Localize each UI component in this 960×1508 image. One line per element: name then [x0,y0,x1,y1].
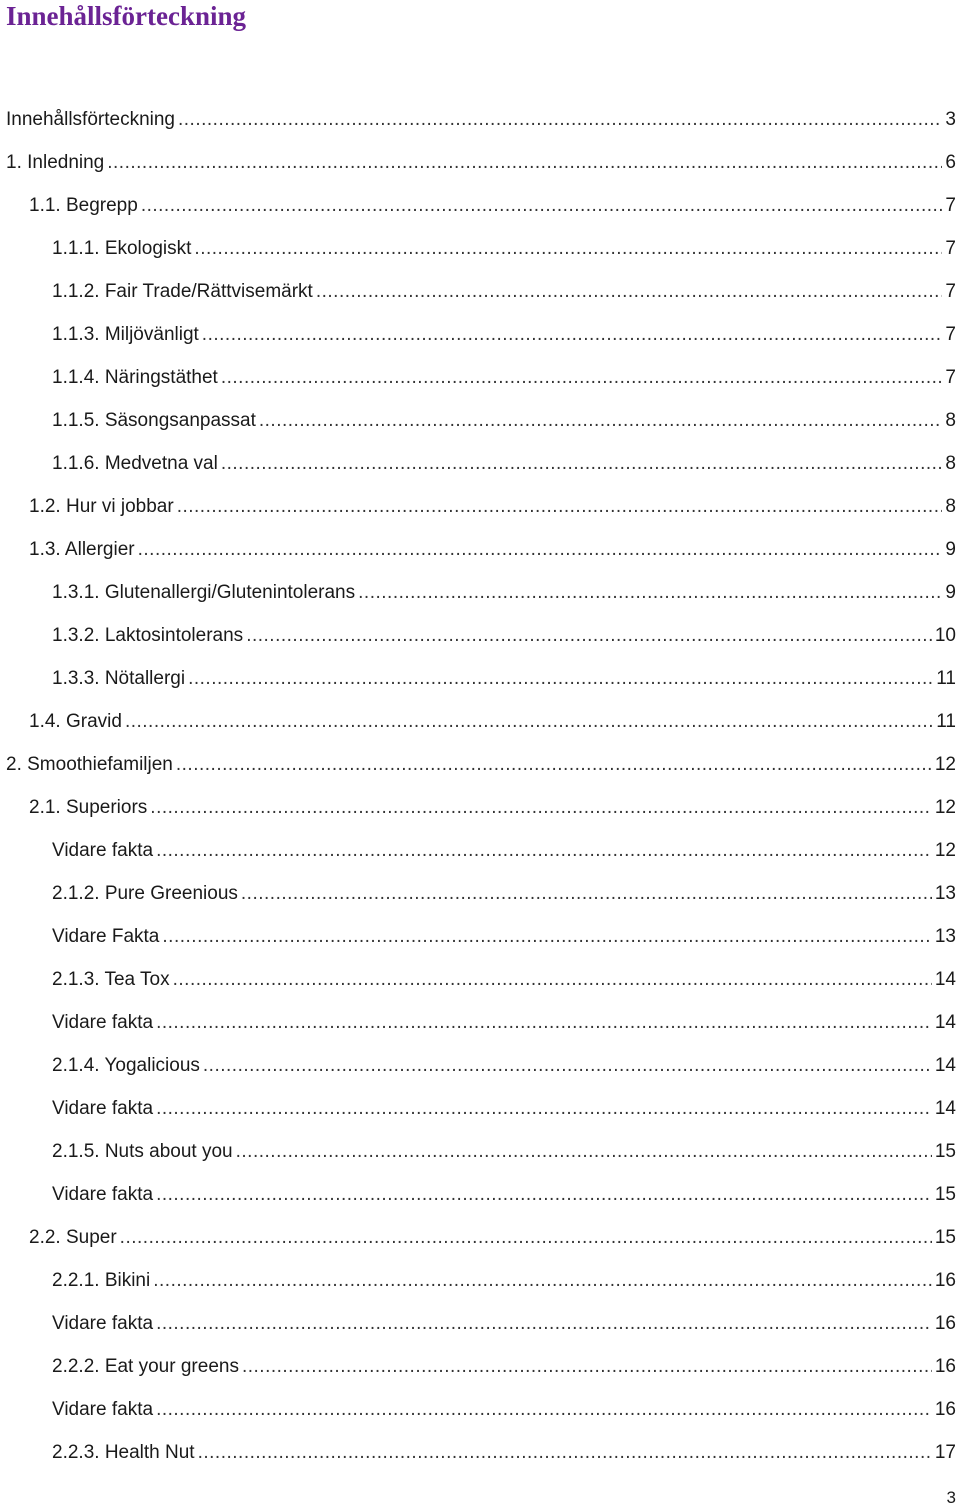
toc-entry-page: 15 [934,1184,956,1205]
toc-entry-page: 16 [934,1399,956,1420]
toc-entry-label: Vidare fakta [52,840,154,861]
toc-entry[interactable] [0,915,960,958]
toc-entry-page: 9 [945,539,956,560]
toc-entry-label: 2.2.1. Bikini [52,1270,151,1291]
toc-entry-page: 16 [934,1356,956,1377]
toc-dot-leader [153,1259,932,1302]
toc-entry-page: 14 [934,1098,956,1119]
toc-entry-label: 1.3. Allergier [29,539,135,560]
toc-dot-leader [173,958,932,1001]
toc-dot-leader [188,657,933,700]
toc-dot-leader [120,1216,932,1259]
toc-dot-leader [156,1388,932,1431]
toc-entry-label: Vidare fakta [52,1098,154,1119]
toc-dot-leader [150,786,932,829]
toc-entry[interactable] [0,786,960,829]
toc-entry-label: 1.1. Begrepp [29,195,138,216]
toc-entry-label: 1.3.1. Glutenallergi/Glutenintolerans [52,582,356,603]
toc-entry-label: Innehållsförteckning [6,109,175,130]
toc-entry-page: 14 [934,1055,956,1076]
toc-entry-label: 1.1.2. Fair Trade/Rättvisemärkt [52,281,313,302]
toc-entry[interactable] [0,227,960,270]
toc-entry-label: 2.1.4. Yogalicious [52,1055,200,1076]
toc-entry-page: 11 [936,668,956,689]
toc-entry-label: 1. Inledning [6,152,105,173]
toc-entry-page: 16 [934,1270,956,1291]
toc-dot-leader [358,571,942,614]
toc-entry[interactable] [0,829,960,872]
toc-dot-leader [156,829,932,872]
page-number: 3 [946,1488,956,1507]
toc-dot-leader [242,1345,932,1388]
toc-dot-leader [156,1087,932,1130]
toc-dot-leader [259,399,943,442]
toc-entry-page: 17 [934,1442,956,1463]
toc-entry[interactable] [0,614,960,657]
toc-entry-page: 14 [934,1012,956,1033]
toc-entry-label: 2.1.5. Nuts about you [52,1141,233,1162]
toc-entry-label: 2. Smoothiefamiljen [6,754,173,775]
toc-entry-page: 8 [945,453,956,474]
toc-entry-label: 1.1.3. Miljövänligt [52,324,199,345]
toc-dot-leader [138,528,943,571]
toc-entry-label: 1.3.2. Laktosintolerans [52,625,244,646]
toc-entry[interactable] [0,872,960,915]
toc-entry[interactable] [0,1259,960,1302]
toc-entry-label: Vidare Fakta [52,926,160,947]
toc-entry-page: 6 [945,152,956,173]
toc-dot-leader [156,1302,932,1345]
toc-entry[interactable] [0,528,960,571]
toc-entry-page: 16 [934,1313,956,1334]
toc-dot-leader [316,270,943,313]
toc-dot-leader [236,1130,932,1173]
toc-entry-label: 1.1.6. Medvetna val [52,453,218,474]
toc-dot-leader [141,184,943,227]
toc-entry-page: 7 [945,324,956,345]
toc-entry-page: 7 [945,281,956,302]
toc-entry-label: Vidare fakta [52,1399,154,1420]
toc-entry-page: 8 [945,410,956,431]
toc-entry[interactable] [0,700,960,743]
toc-dot-leader [203,1044,932,1087]
toc-dot-leader [156,1001,932,1044]
table-of-contents [0,98,960,1474]
toc-entry-page: 9 [945,582,956,603]
toc-entry-page: 13 [934,926,956,947]
toc-entry-page: 3 [945,109,956,130]
toc-entry[interactable] [0,571,960,614]
toc-entry-page: 7 [945,195,956,216]
toc-entry-label: 1.1.1. Ekologiskt [52,238,192,259]
toc-entry-label: Vidare fakta [52,1313,154,1334]
toc-entry-page: 15 [934,1227,956,1248]
toc-dot-leader [241,872,932,915]
toc-entry-label: 1.3.3. Nötallergi [52,668,186,689]
toc-entry-page: 8 [945,496,956,517]
toc-entry-page: 7 [945,238,956,259]
toc-entry-label: 2.1.3. Tea Tox [52,969,170,990]
toc-entry-page: 11 [936,711,956,732]
toc-dot-leader [176,743,932,786]
toc-entry[interactable] [0,1130,960,1173]
toc-entry[interactable] [0,1216,960,1259]
toc-entry[interactable] [0,657,960,700]
toc-entry[interactable] [0,1044,960,1087]
toc-entry-label: 2.2.2. Eat your greens [52,1356,239,1377]
toc-entry-label: 2.2. Super [29,1227,117,1248]
toc-entry-label: 2.2.3. Health Nut [52,1442,195,1463]
toc-dot-leader [178,98,942,141]
toc-entry[interactable] [0,743,960,786]
toc-entry-page: 10 [934,625,956,646]
toc-entry[interactable] [0,1173,960,1216]
toc-entry[interactable] [0,270,960,313]
toc-entry[interactable] [0,1001,960,1044]
toc-dot-leader [177,485,943,528]
toc-entry[interactable] [0,442,960,485]
toc-entry-page: 14 [934,969,956,990]
toc-entry[interactable] [0,958,960,1001]
toc-entry[interactable] [0,141,960,184]
toc-entry[interactable] [0,313,960,356]
toc-entry[interactable] [0,1388,960,1431]
toc-entry-label: 2.1. Superiors [29,797,148,818]
toc-entry-page: 7 [945,367,956,388]
toc-entry[interactable] [0,485,960,528]
toc-entry[interactable] [0,1302,960,1345]
toc-dot-leader [194,227,942,270]
toc-entry-page: 15 [934,1141,956,1162]
toc-dot-leader [156,1173,932,1216]
toc-dot-leader [221,442,943,485]
toc-dot-leader [162,915,931,958]
toc-entry-page: 13 [934,883,956,904]
toc-entry[interactable] [0,1345,960,1388]
toc-entry-label: 1.1.5. Säsongsanpassat [52,410,256,431]
toc-dot-leader [246,614,932,657]
toc-entry-label: 1.4. Gravid [29,711,122,732]
toc-entry-page: 12 [934,797,956,818]
toc-entry-label: Vidare fakta [52,1012,154,1033]
toc-entry[interactable] [0,184,960,227]
toc-entry-label: Vidare fakta [52,1184,154,1205]
toc-dot-leader [221,356,943,399]
toc-entry-label: 2.1.2. Pure Greenious [52,883,238,904]
toc-dot-leader [202,313,943,356]
toc-entry-label: 1.2. Hur vi jobbar [29,496,174,517]
toc-entry[interactable] [0,98,960,141]
toc-dot-leader [107,141,942,184]
toc-entry[interactable] [0,1087,960,1130]
toc-entry[interactable] [0,399,960,442]
toc-entry[interactable] [0,1431,960,1474]
page-title: Innehållsförteckning [6,1,247,31]
toc-entry-page: 12 [934,840,956,861]
toc-dot-leader [125,700,933,743]
toc-entry[interactable] [0,356,960,399]
toc-entry-page: 12 [934,754,956,775]
toc-entry-label: 1.1.4. Näringstäthet [52,367,218,388]
toc-dot-leader [198,1431,932,1474]
